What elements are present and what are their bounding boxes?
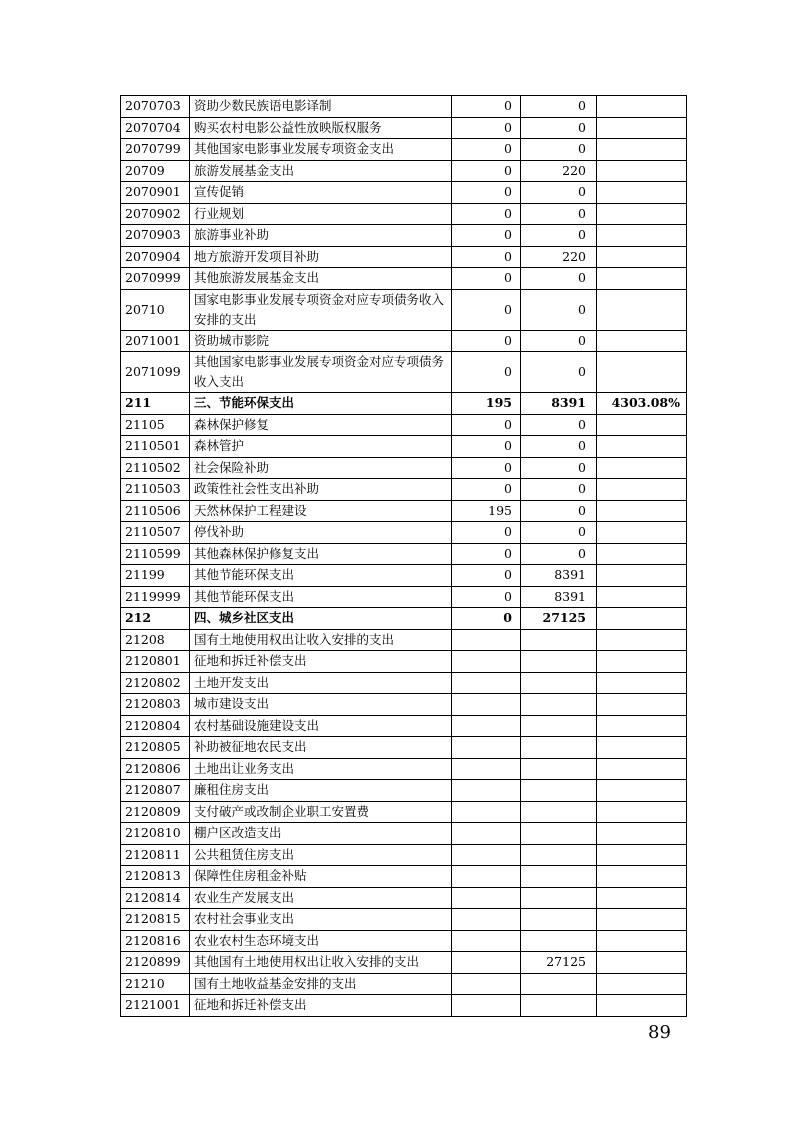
- code-cell: 2071099: [121, 352, 190, 393]
- growth-rate-cell: [597, 629, 687, 651]
- value-b-cell: 0: [521, 543, 597, 565]
- item-name-cell: 行业规划: [190, 203, 452, 225]
- code-cell: 212: [121, 608, 190, 630]
- code-cell: 2120814: [121, 887, 190, 909]
- code-cell: 2120809: [121, 801, 190, 823]
- table-row: [121, 139, 687, 161]
- table-row: [121, 866, 687, 888]
- item-name-cell: 土地出让业务支出: [190, 758, 452, 780]
- value-b-cell: [521, 930, 597, 952]
- growth-rate-cell: [597, 952, 687, 974]
- value-a-cell: 0: [452, 608, 521, 630]
- growth-rate-cell: [597, 801, 687, 823]
- item-name-cell: 农村社会事业支出: [190, 909, 452, 931]
- value-b-cell: 8391: [521, 586, 597, 608]
- item-name-cell: 其他国家电影事业发展专项资金支出: [190, 139, 452, 161]
- value-b-cell: [521, 737, 597, 759]
- item-name-cell: 其他国有土地使用权出让收入安排的支出: [190, 952, 452, 974]
- code-cell: 2110501: [121, 436, 190, 458]
- growth-rate-cell: 4303.08%: [597, 393, 687, 415]
- table-row: [121, 479, 687, 501]
- value-a-cell: 0: [452, 117, 521, 139]
- item-name-cell: 政策性社会性支出补助: [190, 479, 452, 501]
- value-b-cell: 0: [521, 139, 597, 161]
- value-b-cell: 0: [521, 96, 597, 118]
- value-a-cell: [452, 758, 521, 780]
- item-name-cell: 其他国家电影事业发展专项资金对应专项债务收入支出: [190, 352, 452, 393]
- table-row: [121, 436, 687, 458]
- table-row: [121, 500, 687, 522]
- value-b-cell: 0: [521, 203, 597, 225]
- growth-rate-cell: [597, 543, 687, 565]
- item-name-cell: 农业农村生态环境支出: [190, 930, 452, 952]
- item-name-cell: 其他旅游发展基金支出: [190, 268, 452, 290]
- growth-rate-cell: [597, 823, 687, 845]
- growth-rate-cell: [597, 289, 687, 330]
- item-name-cell: 土地开发支出: [190, 672, 452, 694]
- growth-rate-cell: [597, 352, 687, 393]
- table-row: [121, 543, 687, 565]
- code-cell: 20709: [121, 160, 190, 182]
- item-name-cell: 农村基础设施建设支出: [190, 715, 452, 737]
- growth-rate-cell: [597, 973, 687, 995]
- growth-rate-cell: [597, 117, 687, 139]
- value-a-cell: 0: [452, 565, 521, 587]
- item-name-cell: 社会保险补助: [190, 457, 452, 479]
- item-name-cell: 资助少数民族语电影译制: [190, 96, 452, 118]
- value-b-cell: 0: [521, 436, 597, 458]
- code-cell: 2121001: [121, 995, 190, 1017]
- table-row: [121, 844, 687, 866]
- value-a-cell: 0: [452, 479, 521, 501]
- table-row: [121, 608, 687, 630]
- growth-rate-cell: [597, 203, 687, 225]
- value-a-cell: [452, 715, 521, 737]
- value-a-cell: [452, 887, 521, 909]
- table-row: [121, 973, 687, 995]
- item-name-cell: 征地和拆迁补偿支出: [190, 995, 452, 1017]
- growth-rate-cell: [597, 780, 687, 802]
- value-a-cell: 0: [452, 246, 521, 268]
- code-cell: 2110503: [121, 479, 190, 501]
- value-b-cell: 0: [521, 182, 597, 204]
- growth-rate-cell: [597, 995, 687, 1017]
- value-b-cell: [521, 694, 597, 716]
- value-b-cell: 0: [521, 500, 597, 522]
- value-a-cell: 0: [452, 352, 521, 393]
- table-row: [121, 393, 687, 415]
- code-cell: 2071001: [121, 330, 190, 352]
- growth-rate-cell: [597, 651, 687, 673]
- item-name-cell: 城市建设支出: [190, 694, 452, 716]
- item-name-cell: 宣传促销: [190, 182, 452, 204]
- value-a-cell: [452, 629, 521, 651]
- item-name-cell: 四、城乡社区支出: [190, 608, 452, 630]
- value-b-cell: [521, 651, 597, 673]
- value-b-cell: [521, 866, 597, 888]
- value-a-cell: 0: [452, 139, 521, 161]
- table-row: [121, 586, 687, 608]
- value-a-cell: [452, 823, 521, 845]
- code-cell: 2070903: [121, 225, 190, 247]
- code-cell: 2110507: [121, 522, 190, 544]
- value-b-cell: [521, 887, 597, 909]
- table-row: [121, 96, 687, 118]
- growth-rate-cell: [597, 139, 687, 161]
- item-name-cell: 国有土地收益基金安排的支出: [190, 973, 452, 995]
- value-a-cell: 0: [452, 457, 521, 479]
- value-b-cell: 27125: [521, 952, 597, 974]
- growth-rate-cell: [597, 96, 687, 118]
- growth-rate-cell: [597, 758, 687, 780]
- code-cell: 2120806: [121, 758, 190, 780]
- table-row: [121, 758, 687, 780]
- value-a-cell: 0: [452, 182, 521, 204]
- item-name-cell: 支付破产或改制企业职工安置费: [190, 801, 452, 823]
- item-name-cell: 三、节能环保支出: [190, 393, 452, 415]
- code-cell: 2120801: [121, 651, 190, 673]
- value-a-cell: [452, 694, 521, 716]
- value-a-cell: [452, 737, 521, 759]
- value-a-cell: 195: [452, 500, 521, 522]
- value-b-cell: 0: [521, 352, 597, 393]
- growth-rate-cell: [597, 737, 687, 759]
- table-row: [121, 930, 687, 952]
- table-row: [121, 522, 687, 544]
- item-name-cell: 其他森林保护修复支出: [190, 543, 452, 565]
- table-row: [121, 225, 687, 247]
- value-b-cell: 0: [521, 330, 597, 352]
- item-name-cell: 补助被征地农民支出: [190, 737, 452, 759]
- table-row: [121, 289, 687, 330]
- growth-rate-cell: [597, 715, 687, 737]
- value-b-cell: 8391: [521, 393, 597, 415]
- growth-rate-cell: [597, 436, 687, 458]
- growth-rate-cell: [597, 268, 687, 290]
- growth-rate-cell: [597, 608, 687, 630]
- value-b-cell: 0: [521, 289, 597, 330]
- growth-rate-cell: [597, 887, 687, 909]
- value-b-cell: 0: [521, 268, 597, 290]
- growth-rate-cell: [597, 522, 687, 544]
- value-b-cell: 0: [521, 457, 597, 479]
- value-a-cell: 0: [452, 289, 521, 330]
- growth-rate-cell: [597, 500, 687, 522]
- table-row: [121, 887, 687, 909]
- value-a-cell: 0: [452, 268, 521, 290]
- value-b-cell: 0: [521, 117, 597, 139]
- value-a-cell: [452, 952, 521, 974]
- code-cell: 2119999: [121, 586, 190, 608]
- item-name-cell: 旅游发展基金支出: [190, 160, 452, 182]
- code-cell: 2120802: [121, 672, 190, 694]
- value-b-cell: [521, 780, 597, 802]
- code-cell: 2120803: [121, 694, 190, 716]
- value-b-cell: 0: [521, 479, 597, 501]
- item-name-cell: 征地和拆迁补偿支出: [190, 651, 452, 673]
- code-cell: 2070999: [121, 268, 190, 290]
- value-a-cell: 0: [452, 522, 521, 544]
- value-b-cell: [521, 844, 597, 866]
- item-name-cell: 保障性住房租金补贴: [190, 866, 452, 888]
- value-a-cell: [452, 801, 521, 823]
- table-row: [121, 651, 687, 673]
- item-name-cell: 公共租赁住房支出: [190, 844, 452, 866]
- growth-rate-cell: [597, 479, 687, 501]
- table-row: [121, 268, 687, 290]
- value-b-cell: 8391: [521, 565, 597, 587]
- code-cell: 2120811: [121, 844, 190, 866]
- value-b-cell: [521, 801, 597, 823]
- value-a-cell: [452, 909, 521, 931]
- page-number: 89: [648, 1022, 671, 1043]
- item-name-cell: 森林保护修复: [190, 414, 452, 436]
- item-name-cell: 购买农村电影公益性放映版权服务: [190, 117, 452, 139]
- item-name-cell: 森林管护: [190, 436, 452, 458]
- growth-rate-cell: [597, 930, 687, 952]
- value-a-cell: 0: [452, 414, 521, 436]
- table-row: [121, 823, 687, 845]
- table-row: [121, 737, 687, 759]
- code-cell: 2070902: [121, 203, 190, 225]
- code-cell: 2120816: [121, 930, 190, 952]
- growth-rate-cell: [597, 909, 687, 931]
- code-cell: 21199: [121, 565, 190, 587]
- code-cell: 2070704: [121, 117, 190, 139]
- growth-rate-cell: [597, 246, 687, 268]
- code-cell: 2070901: [121, 182, 190, 204]
- table-row: [121, 565, 687, 587]
- value-b-cell: [521, 995, 597, 1017]
- code-cell: 2120813: [121, 866, 190, 888]
- code-cell: 2070799: [121, 139, 190, 161]
- growth-rate-cell: [597, 414, 687, 436]
- code-cell: 211: [121, 393, 190, 415]
- table-row: [121, 715, 687, 737]
- value-a-cell: 0: [452, 586, 521, 608]
- table-row: [121, 780, 687, 802]
- table-row: [121, 414, 687, 436]
- value-b-cell: [521, 823, 597, 845]
- table-row: [121, 672, 687, 694]
- table-row: [121, 629, 687, 651]
- growth-rate-cell: [597, 160, 687, 182]
- value-b-cell: [521, 758, 597, 780]
- table-row: [121, 694, 687, 716]
- value-b-cell: [521, 715, 597, 737]
- table-row: [121, 160, 687, 182]
- growth-rate-cell: [597, 844, 687, 866]
- value-a-cell: [452, 780, 521, 802]
- growth-rate-cell: [597, 330, 687, 352]
- value-b-cell: 0: [521, 522, 597, 544]
- code-cell: 2120899: [121, 952, 190, 974]
- item-name-cell: 资助城市影院: [190, 330, 452, 352]
- value-a-cell: 0: [452, 96, 521, 118]
- code-cell: 21210: [121, 973, 190, 995]
- code-cell: 2120807: [121, 780, 190, 802]
- code-cell: 2120810: [121, 823, 190, 845]
- value-a-cell: [452, 866, 521, 888]
- growth-rate-cell: [597, 457, 687, 479]
- value-a-cell: [452, 672, 521, 694]
- value-a-cell: 195: [452, 393, 521, 415]
- code-cell: 2120805: [121, 737, 190, 759]
- table-row: [121, 909, 687, 931]
- growth-rate-cell: [597, 694, 687, 716]
- code-cell: 2110506: [121, 500, 190, 522]
- growth-rate-cell: [597, 672, 687, 694]
- value-a-cell: 0: [452, 160, 521, 182]
- value-a-cell: [452, 844, 521, 866]
- item-name-cell: 其他节能环保支出: [190, 586, 452, 608]
- value-b-cell: 220: [521, 160, 597, 182]
- table-row: [121, 952, 687, 974]
- item-name-cell: 停伐补助: [190, 522, 452, 544]
- value-b-cell: 0: [521, 414, 597, 436]
- code-cell: 2070904: [121, 246, 190, 268]
- item-name-cell: 廉租住房支出: [190, 780, 452, 802]
- value-a-cell: 0: [452, 330, 521, 352]
- table-row: [121, 117, 687, 139]
- value-a-cell: 0: [452, 203, 521, 225]
- table-row: [121, 352, 687, 393]
- code-cell: 2070703: [121, 96, 190, 118]
- code-cell: 2110502: [121, 457, 190, 479]
- value-b-cell: [521, 672, 597, 694]
- table-row: [121, 457, 687, 479]
- code-cell: 2120815: [121, 909, 190, 931]
- item-name-cell: 农业生产发展支出: [190, 887, 452, 909]
- budget-table: [120, 95, 687, 1017]
- code-cell: 21105: [121, 414, 190, 436]
- growth-rate-cell: [597, 866, 687, 888]
- value-b-cell: 27125: [521, 608, 597, 630]
- item-name-cell: 地方旅游开发项目补助: [190, 246, 452, 268]
- value-a-cell: 0: [452, 436, 521, 458]
- growth-rate-cell: [597, 586, 687, 608]
- code-cell: 2120804: [121, 715, 190, 737]
- code-cell: 21208: [121, 629, 190, 651]
- value-a-cell: [452, 651, 521, 673]
- code-cell: 2110599: [121, 543, 190, 565]
- table-row: [121, 182, 687, 204]
- code-cell: 20710: [121, 289, 190, 330]
- value-b-cell: 220: [521, 246, 597, 268]
- growth-rate-cell: [597, 182, 687, 204]
- value-a-cell: [452, 995, 521, 1017]
- table-body: [121, 96, 687, 1017]
- item-name-cell: 其他节能环保支出: [190, 565, 452, 587]
- value-b-cell: 0: [521, 225, 597, 247]
- item-name-cell: 国有土地使用权出让收入安排的支出: [190, 629, 452, 651]
- item-name-cell: 棚户区改造支出: [190, 823, 452, 845]
- item-name-cell: 国家电影事业发展专项资金对应专项债务收入安排的支出: [190, 289, 452, 330]
- item-name-cell: 旅游事业补助: [190, 225, 452, 247]
- value-b-cell: [521, 629, 597, 651]
- value-a-cell: 0: [452, 225, 521, 247]
- growth-rate-cell: [597, 225, 687, 247]
- value-a-cell: 0: [452, 543, 521, 565]
- value-a-cell: [452, 930, 521, 952]
- table-row: [121, 801, 687, 823]
- table-row: [121, 203, 687, 225]
- table-row: [121, 330, 687, 352]
- growth-rate-cell: [597, 565, 687, 587]
- value-b-cell: [521, 909, 597, 931]
- item-name-cell: 天然林保护工程建设: [190, 500, 452, 522]
- value-b-cell: [521, 973, 597, 995]
- value-a-cell: [452, 973, 521, 995]
- table-row: [121, 246, 687, 268]
- table-row: [121, 995, 687, 1017]
